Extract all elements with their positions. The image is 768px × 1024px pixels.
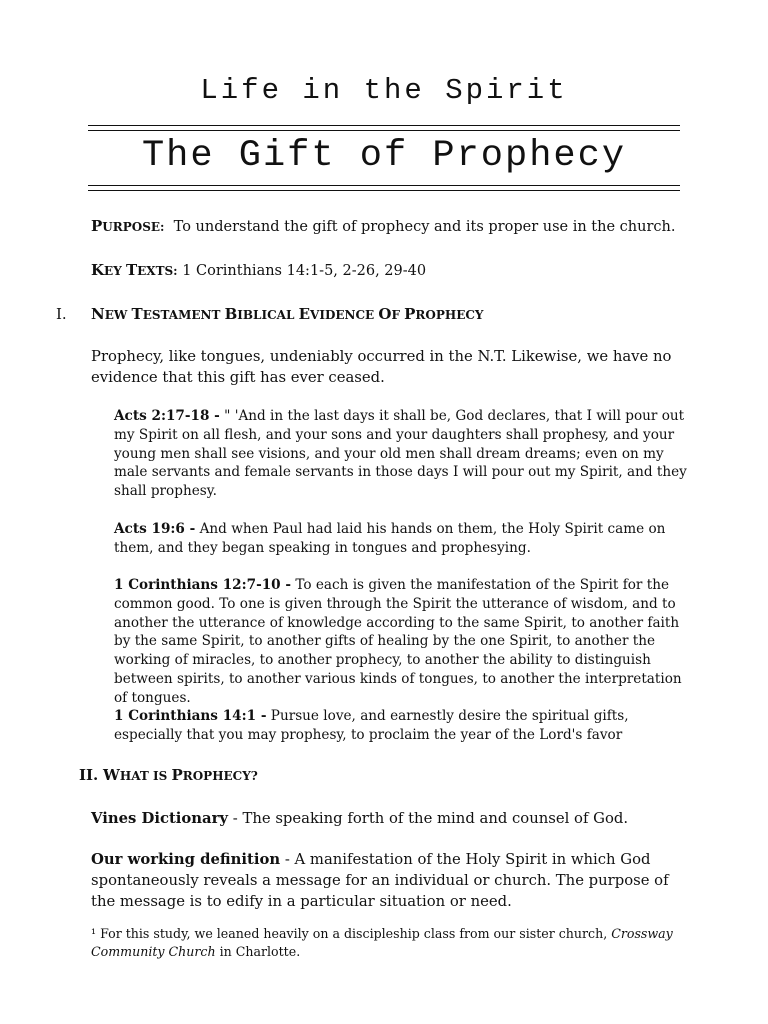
key-texts-line: KEY TEXTS: 1 Corinthians 14:1-5, 2-26, 29-40 (91, 261, 427, 279)
purpose-text: To understand the gift of prophecy and its proper use in the church. (173, 219, 676, 235)
title-rule-top-2 (88, 130, 680, 131)
section-1-intro: Prophecy, like tongues, undeniably occurred in the N.T. Likewise, we have no evidence that this gift has ever ceased. (91, 348, 672, 386)
purpose-line: PURPOSE: To understand the gift of prophecy and its proper use in the church. (91, 217, 676, 235)
key-texts-text: 1 Corinthians 14:1-5, 2-26, 29-40 (182, 263, 427, 279)
page-title: The Gift of Prophecy (141, 135, 627, 177)
working-definition: Our working definition - A manifestation of the Holy Spirit in which God spontaneously reveals a message for an individual or church. The purpose of the message is to edify in a particular situation or need. (91, 851, 669, 910)
section-2-heading: II. WHAT IS PROPHECY? (79, 766, 258, 784)
vines-definition: Vines Dictionary - The speaking forth of the mind and counsel of God. (91, 810, 629, 827)
quote-acts-2: Acts 2:17-18 - " 'And in the last days it shall be, God declares, that I will pour out my Spirit on all flesh, and your sons and your daughters shall prophesy, and your young men shall see visions, and your old men shall dream dreams; even on my male servants and female servants in those days I will pour out my Spirit, and they shall prophesy. (114, 408, 687, 500)
quote-1-cor-14: 1 Corinthians 14:1 - Pursue love, and earnestly desire the spiritual gifts, especially that you may prophesy, to proclaim the year of the Lord's favor (114, 708, 629, 743)
title-rule-bottom-1 (88, 185, 680, 186)
section-1-numeral: I. (56, 305, 67, 323)
section-1-heading: NEW TESTAMENT BIBLICAL EVIDENCE OF PROPHECY (91, 305, 484, 323)
title-rule-top-1 (88, 125, 680, 126)
footnote-church-name: Crossway Community Church (91, 926, 673, 959)
footnote: ¹ For this study, we leaned heavily on a discipleship class from our sister church, Crossway Community Church in Charlotte. (91, 926, 673, 959)
title-rule-bottom-2 (88, 190, 680, 191)
series-title: Life in the Spirit (200, 74, 568, 107)
quote-1-cor-12: 1 Corinthians 12:7-10 - To each is given the manifestation of the Spirit for the common good. To one is given through the Spirit the utterance of wisdom, and to another the utterance of knowledge according to the same Spirit, to another faith by the same Spirit, to another gifts of healing by the one Spirit, to another the working of miracles, to another prophecy, to another the ability to distinguish between spirits, to another various kinds of tongues, to another the interpretation of tongues. (114, 577, 682, 706)
quote-acts-19: Acts 19:6 - And when Paul had laid his hands on them, the Holy Spirit came on them, and they began speaking in tongues and prophesying. (114, 521, 666, 556)
